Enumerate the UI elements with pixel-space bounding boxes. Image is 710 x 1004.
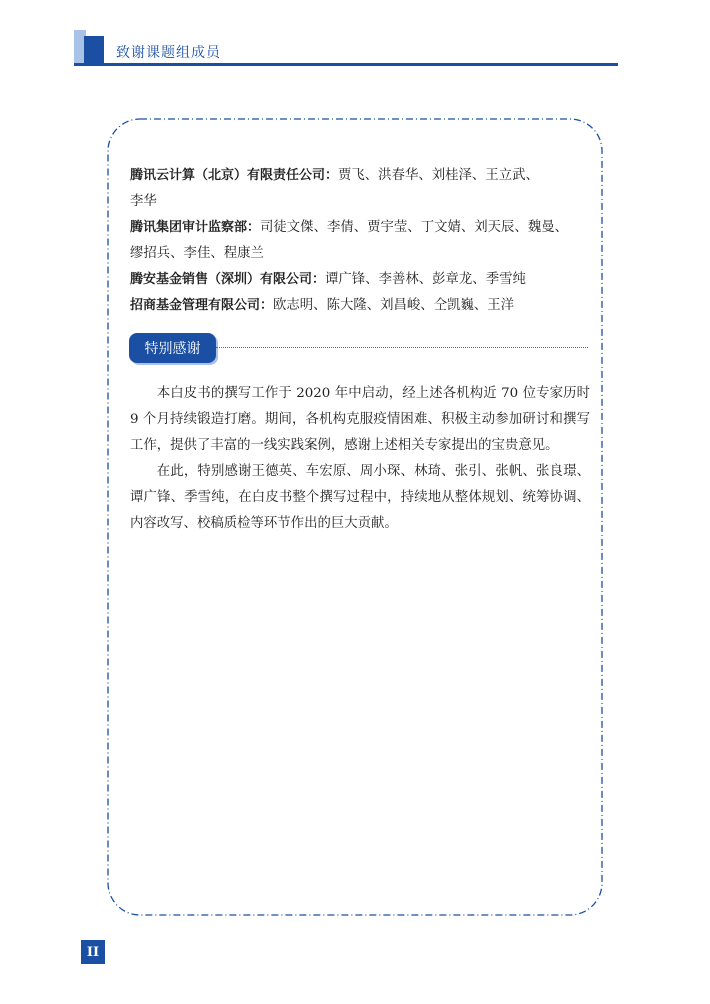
special-thanks-tag: 特别感谢: [129, 333, 216, 363]
ack-item: [130, 293, 590, 319]
tag-divider: [216, 347, 588, 348]
paragraph: 在此，特别感谢王德英、车宏原、周小琛、林琦、张引、张帆、张良璟、谭广锋、季雪纯，在白皮书整个撰写过程中，持续地从整体规划、统筹协调、内容改写、校稿质检等环节作出的巨大贡献。: [130, 464, 590, 531]
header-rule: [74, 63, 618, 66]
member-names: 司徒文傑、李倩、贾宇莹、丁文婧、刘天辰、魏曼、: [260, 220, 568, 235]
header-accent-dark: [84, 36, 104, 64]
page-number: II: [81, 940, 105, 964]
ack-item-cont: 李华: [130, 194, 157, 209]
ack-item: [130, 215, 590, 241]
org-name: 招商基金管理有限公司：: [130, 298, 274, 313]
ack-item: [130, 163, 590, 189]
paragraph: 本白皮书的撰写工作于 2020 年中启动，经上述各机构近 70 位专家历时 9 个月持续锻造打磨。期间，各机构克服疫情困难、积极主动参加研讨和撰写工作，提供了丰富的一线实践案例，感谢上述相关专家提出的宝贵意见。: [130, 386, 590, 453]
special-thanks-body: [130, 381, 590, 537]
member-names: 谭广锋、李善林、彭章龙、季雪纯: [325, 272, 526, 287]
page-title: 致谢课题组成员: [116, 45, 221, 61]
org-name: 腾讯云计算（北京）有限责任公司：: [130, 168, 339, 183]
org-name: 腾讯集团审计监察部：: [130, 220, 261, 235]
ack-item: [130, 267, 590, 293]
acknowledgement-list: [130, 163, 590, 319]
ack-item-cont: 缪招兵、李佳、程康兰: [130, 246, 264, 261]
org-name: 腾安基金销售（深圳）有限公司：: [130, 272, 326, 287]
member-names: 欧志明、陈大隆、刘昌峻、仝凯巍、王洋: [273, 298, 515, 313]
member-names: 贾飞、洪春华、刘桂泽、王立武、: [338, 168, 539, 183]
